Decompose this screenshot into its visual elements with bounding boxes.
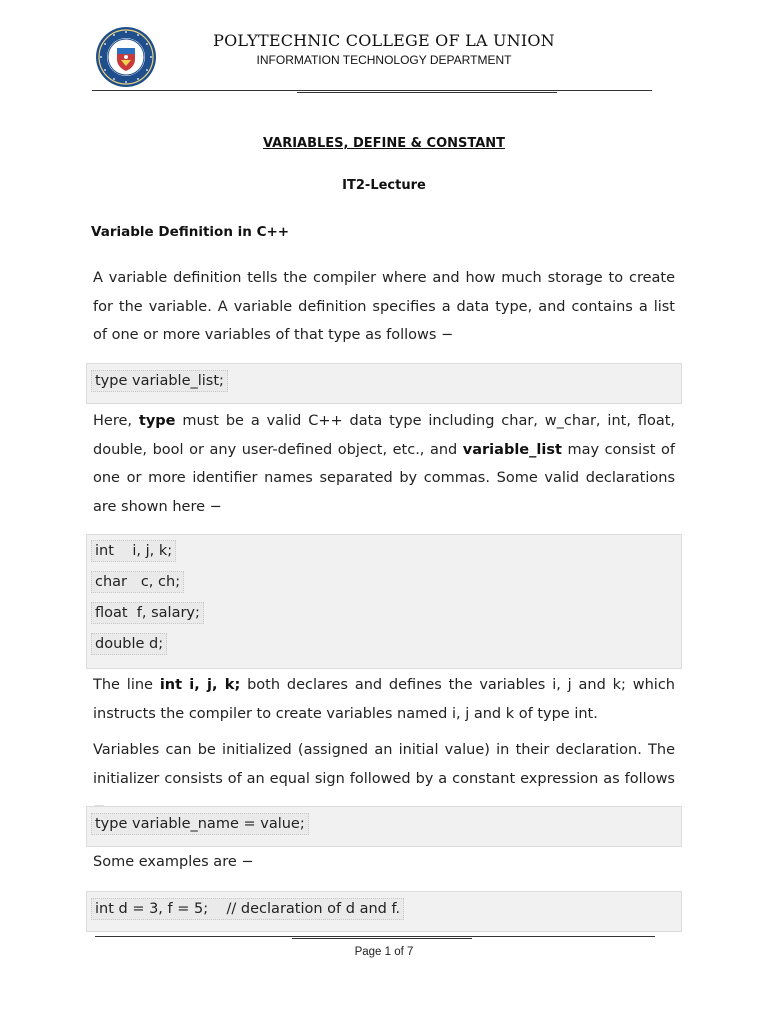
page-number: Page 1 of 7 <box>354 946 414 958</box>
college-name: POLYTECHNIC COLLEGE OF LA UNION <box>213 31 555 50</box>
code-line: double d; <box>91 633 167 655</box>
paragraph-initialization: Variables can be initialized (assigned an initial value) in their declaration. The initializer consists of an equal sign followed by a constant expression as follows <box>93 742 675 787</box>
bold-term-variable-list: variable_list <box>462 441 562 458</box>
code-line: type variable_name = value; <box>91 813 309 835</box>
header-divider <box>92 90 652 91</box>
code-line: int i, j, k; <box>91 540 176 562</box>
bold-term-type: type <box>138 413 176 429</box>
footer-divider-accent <box>292 938 472 939</box>
text-span: both declares and defines the variables i, j and k; which instructs the compiler to create variables named i, j and k of type int. <box>93 677 675 722</box>
paragraph-examples: Some examples are − <box>93 854 254 870</box>
text-span: must be a valid C++ data type including char, w_char, int, float, double, bool or any user-defined object, etc., and <box>93 413 676 458</box>
code-box-declarations <box>86 534 682 669</box>
code-box-example <box>86 891 682 932</box>
header-divider-accent <box>297 92 557 93</box>
paragraph-line-explanation <box>93 671 675 728</box>
text-span: The line <box>93 677 160 693</box>
bold-term-int-ijk: int i, j, k; <box>159 677 241 693</box>
code-line: type variable_list; <box>91 370 228 392</box>
code-line: int d = 3, f = 5; // declaration of d and f. <box>91 898 404 920</box>
document-subtitle: IT2-Lecture <box>342 178 426 193</box>
code-line: char c, ch; <box>91 571 184 593</box>
document-title: VARIABLES, DEFINE & CONSTANT <box>262 136 506 151</box>
department-name: INFORMATION TECHNOLOGY DEPARTMENT <box>256 53 512 67</box>
code-box-initializer <box>86 806 682 847</box>
paragraph-type-explanation <box>93 407 675 521</box>
paragraph-variable-definition: A variable definition tells the compiler where and how much storage to create for the variable. A variable definition specifies a data type, and contains a list of one or more variables of that type as follows − <box>93 270 675 343</box>
code-box-syntax <box>86 363 682 404</box>
text-span: Here, <box>93 413 139 429</box>
text-span: may consist of one or more identifier names separated by commas. Some valid declarations are shown here − <box>93 441 675 515</box>
code-line: float f, salary; <box>91 602 204 624</box>
footer-divider <box>95 936 655 937</box>
section-heading: Variable Definition in C++ <box>91 224 290 240</box>
